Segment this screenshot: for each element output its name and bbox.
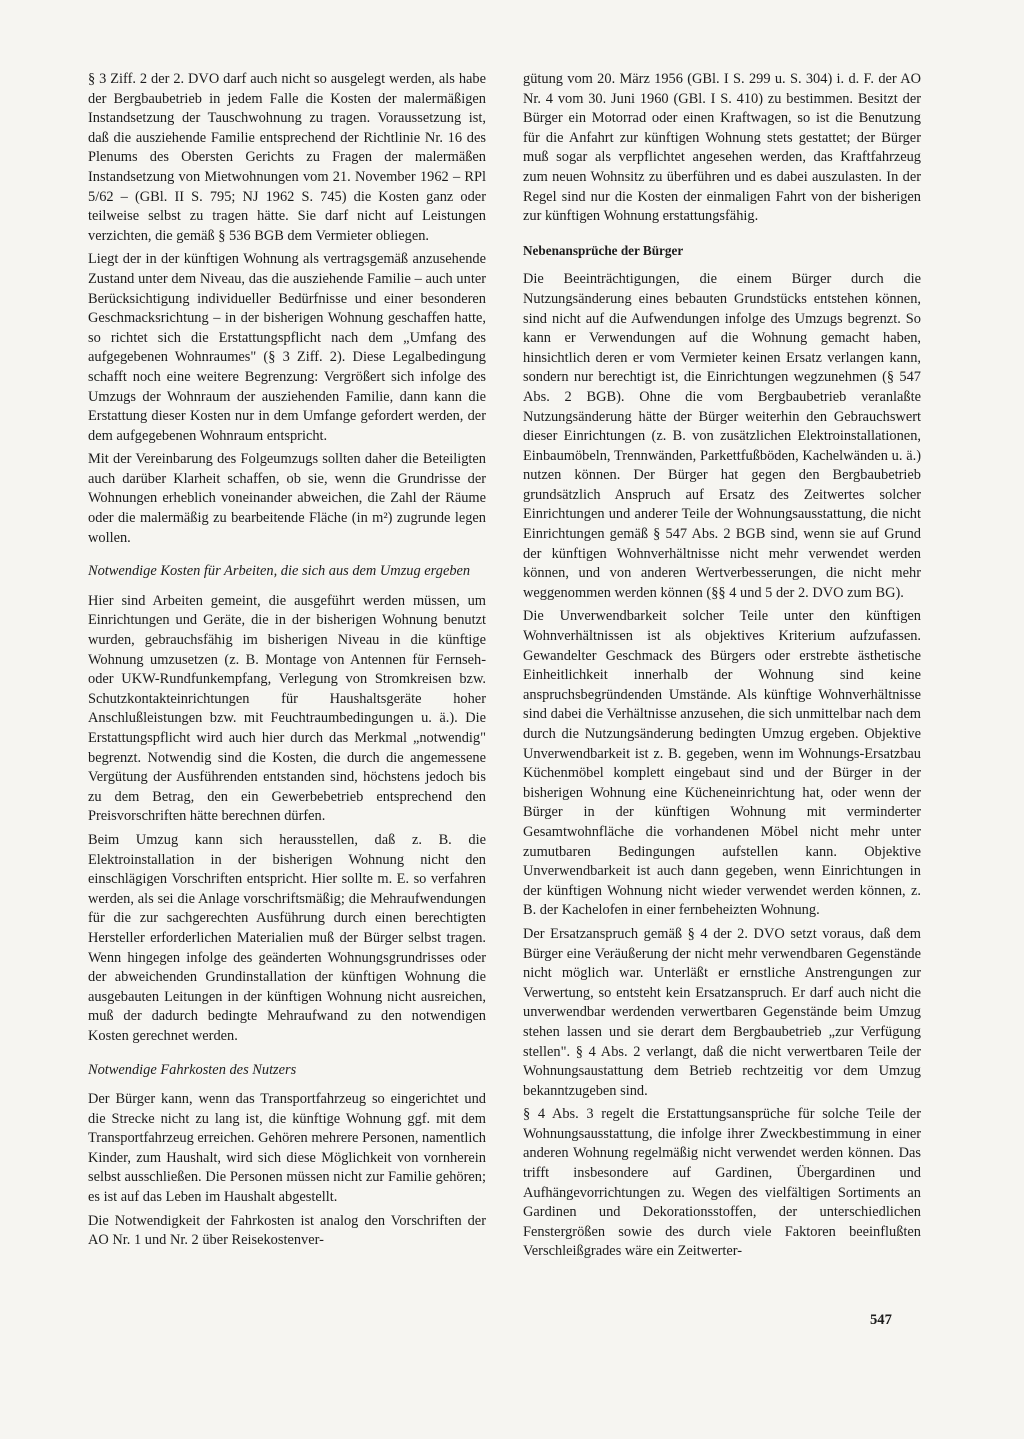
- paragraph: Der Bürger kann, wenn das Transportfahrzeug so eingerichtet und die Strecke nicht zu lang ist, die künftige Wohnung ggf. mit dem Transportfahrzeug erreichen. Gehören mehrere Personen, namentlich Kinder, zum Haushalt, wird sich diese Möglichkeit von vornherein selbst ausschließen. Die Personen müssen nicht zur Familie gehören; es ist auf das Leben im Haushalt abgestellt.: [88, 1091, 486, 1206]
- paragraph: Die Notwendigkeit der Fahrkosten ist analog den Vorschriften der AO Nr. 1 und Nr. 2 über Reisekostenver-: [88, 1212, 486, 1249]
- section-heading: Notwendige Fahrkosten des Nutzers: [88, 1061, 297, 1078]
- section-heading: Nebenansprüche der Bürger: [523, 242, 684, 258]
- paragraph: gütung vom 20. März 1956 (GBl. I S. 299 u. S. 304) i. d. F. der AO Nr. 4 vom 30. Juni 1960 (GBl. I S. 410) zu bestimmen. Besitzt der Bürger ein Motorrad oder einen Kraftwagen, so ist die Benutzung für die Anfahrt zur künftigen Wohnung stets gestattet; der Bürger muß sogar als verpflichtet angesehen werden, das Kraftfahrzeug zum neuen Wohnsitz zu überführen und es dabei auszulasten. In der Regel sind nur die Kosten der einmaligen Fahrt von der bisherigen zur künftigen Wohnung erstattungsfähig.: [523, 71, 921, 225]
- paragraph: Der Ersatzanspruch gemäß § 4 der 2. DVO setzt voraus, daß dem Bürger eine Veräußerung der nicht mehr verwendbaren Gegenstände nicht möglich war. Unterläßt er ernstliche Anstrengungen zur Verwertung, so entsteht kein Ersatzanspruch. Er darf auch nicht die unverwendbar werdenden verwertbaren Gegenstände beim Umzug stehen lassen und sie derart dem Bergbaubetrieb „zur Verfügung stellen". § 4 Abs. 2 verlangt, daß die nicht verwertbaren Teile der Wohnungsaustattung dem Betrieb rechtzeitig vor dem Umzug bekanntzugeben sind.: [523, 925, 921, 1099]
- right-column: [523, 70, 921, 1266]
- paragraph: Hier sind Arbeiten gemeint, die ausgeführt werden müssen, um Einrichtungen und Geräte, die in der bisherigen Wohnung benutzt wurden, gebrauchsfähig im bisherigen Niveau in die künftige Wohnung umzusetzen (z. B. Montage von Antennen für Fernseh- oder UKW-Rundfunkempfang, Verlegung von Stromkreisen bzw. Schutzkontakteinrichtungen für Haushaltsgeräte hoher Anschlußleistungen bzw. mit Feuchtraumbedingungen u. ä.). Die Erstattungspflicht wird auch hier durch das Merkmal „notwendig" begrenzt. Notwendig sind die Kosten, die durch die angemessene Vergütung der Ausführenden entstanden sind, höchstens jedoch bis zu dem Betrag, den ein Gewerbebetrieb entsprechend den Preisvorschriften hätte berechnen dürfen.: [88, 592, 486, 825]
- paragraph: Beim Umzug kann sich herausstellen, daß z. B. die Elektroinstallation in der bisherigen Wohnung nicht den einschlägigen Vorschriften entspricht. Hier sollte m. E. so verfahren werden, als sei die Anlage vorschriftsmäßig; die Mehraufwendungen für die zur sachgerechten Ausführung durch einen berechtigten Hersteller erforderlichen Materialien muß der Bürger selbst tragen. Wenn hingegen infolge des geänderten Wohnungsgrundrisses oder der abweichenden Grundinstallation der künftigen Wohnung die ausgebauten Leitungen in der künftigen Wohnung nicht ausreichen, muß der dadurch bedingte Mehraufwand zu den notwendigen Kosten gerechnet werden.: [88, 831, 486, 1044]
- paragraph: Die Unverwendbarkeit solcher Teile unter den künftigen Wohnverhältnissen ist als objektives Kriterium aufzufassen. Gewandelter Geschmack des Bürgers oder erstrebte ästhetische Einheitlichkeit innerhalb der Wohnung sind keine anspruchsbegründenden Umstände. Als künftige Wohnverhältnisse sind dabei die Verhältnisse anzusehen, die sich unmittelbar nach dem durch die Nutzungsänderung bedingten Umzug ergeben. Objektive Unverwendbarkeit ist z. B. gegeben, wenn im Wohnungs-Ersatzbau Küchenmöbel komplett eingebaut sind und der Bürger in der bisherigen Wohnung eine Kücheneinrichtung hat, oder wenn der Bürger in der künftigen Wohnung mit verminderter Gesamtwohnfläche die vorhandenen Möbel nicht mehr unter zumutbaren Bedingungen aufstellen kann. Objektive Unverwendbarkeit ist auch dann gegeben, wenn Einrichtungen in der künftigen Wohnung nicht wieder verwendet werden können, z. B. der Kachelofen in einer fernbeheizten Wohnung.: [523, 608, 921, 919]
- left-column: [88, 70, 486, 1255]
- paragraph: § 3 Ziff. 2 der 2. DVO darf auch nicht so ausgelegt werden, als habe der Bergbaubetrieb in jedem Falle die Kosten der malermäßigen Instandsetzung der Tauschwohnung zu tragen. Voraussetzung ist, daß die ausziehende Familie entsprechend der Richtlinie Nr. 16 des Plenums des Obersten Gerichts zu Fragen der malermäßen Instandsetzung von Mietwohnungen vom 21. November 1962 – RPl 5/62 – (GBl. II S. 795; NJ 1962 S. 745) die Kosten ganz oder teilweise selbst zu tragen hätte. Sie darf nicht auf Leistungen verzichten, die gemäß § 536 BGB dem Vermieter obliegen.: [88, 71, 486, 244]
- page-number: 547: [870, 1312, 892, 1328]
- paragraph: Liegt der in der künftigen Wohnung als vertragsgemäß anzusehende Zustand unter dem Niveau, das die ausziehende Familie – auch unter Berücksichtigung individueller Bedürfnisse und einer besonderen Geschmacksrichtung – in der bisherigen Wohnung geschaffen hatte, so richtet sich die Erstattungspflicht nach dem „Umfang des aufgegebenen Wohnraumes" (§ 3 Ziff. 2). Diese Legalbedingung schafft noch eine weitere Begrenzung: Vergrößert sich infolge des Umzugs der Wohnraum der ausziehenden Familie, dann kann die Erstattung dieser Kosten nur in dem Umfange gefordert werden, der dem aufgegebenen Wohnraum entspricht.: [88, 251, 486, 444]
- paragraph: § 4 Abs. 3 regelt die Erstattungsansprüche für solche Teile der Wohnungsausstattung, die infolge ihrer Zweckbestimmung in einer anderen Wohnung regelmäßig nicht verwendet werden können. Das trifft insbesondere auf Gardinen, Übergardinen und Aufhängevorrichtungen zu. Wegen des vielfältigen Sortiments an Gardinen und Dekorationsstoffen, der unterschiedlichen Fenstergrößen sowie des durch viele Faktoren beeinflußten Verschleißgrades wäre ein Zeitwerter-: [523, 1106, 921, 1260]
- paragraph: Die Beeinträchtigungen, die einem Bürger durch die Nutzungsänderung eines bebauten Grundstücks entstehen können, sind nicht auf die Aufwendungen infolge des Umzugs begrenzt. So kann er Verwendungen auf die Wohnung gemacht haben, hinsichtlich deren er vom Vermieter keinen Ersatz verlangen kann, sondern nur berechtigt ist, die Einrichtungen wegzunehmen (§ 547 Abs. 2 BGB). Ohne die vom Bergbaubetrieb veranlaßte Nutzungsänderung hätte der Bürger weiterhin den Gebrauchswert dieser Einrichtungen (z. B. von zusätzlichen Elektroinstallationen, Einbaumöbeln, Trennwänden, Parkettfußböden, Kachelwänden u. ä.) nutzen können. Der Bürger hat gegen den Bergbaubetrieb grundsätzlich Anspruch auf Ersatz des Zeitwertes solcher Einrichtungen und anderer Teile der Wohnungsausstattung, die nicht Einrichtungen gemäß § 547 Abs. 2 BGB sind, wenn sie auf Grund der künftigen Wohnverhältnisse nicht mehr verwendet werden können, und von anderen Wertverbesserungen, die nicht mehr weggenommen werden können (§§ 4 und 5 der 2. DVO zum BG).: [523, 271, 921, 601]
- section-heading: Notwendige Kosten für Arbeiten, die sich aus dem Umzug ergeben: [88, 563, 471, 580]
- paragraph: Mit der Vereinbarung des Folgeumzugs sollten daher die Beteiligten auch darüber Klarheit schaffen, ob sie, wenn die Grundrisse der Wohnungen erheblich voneinander abweichen, die Zahl der Räume oder die malermäßig zu bearbeitende Fläche (in m²) zugrunde legen wollen.: [88, 451, 486, 546]
